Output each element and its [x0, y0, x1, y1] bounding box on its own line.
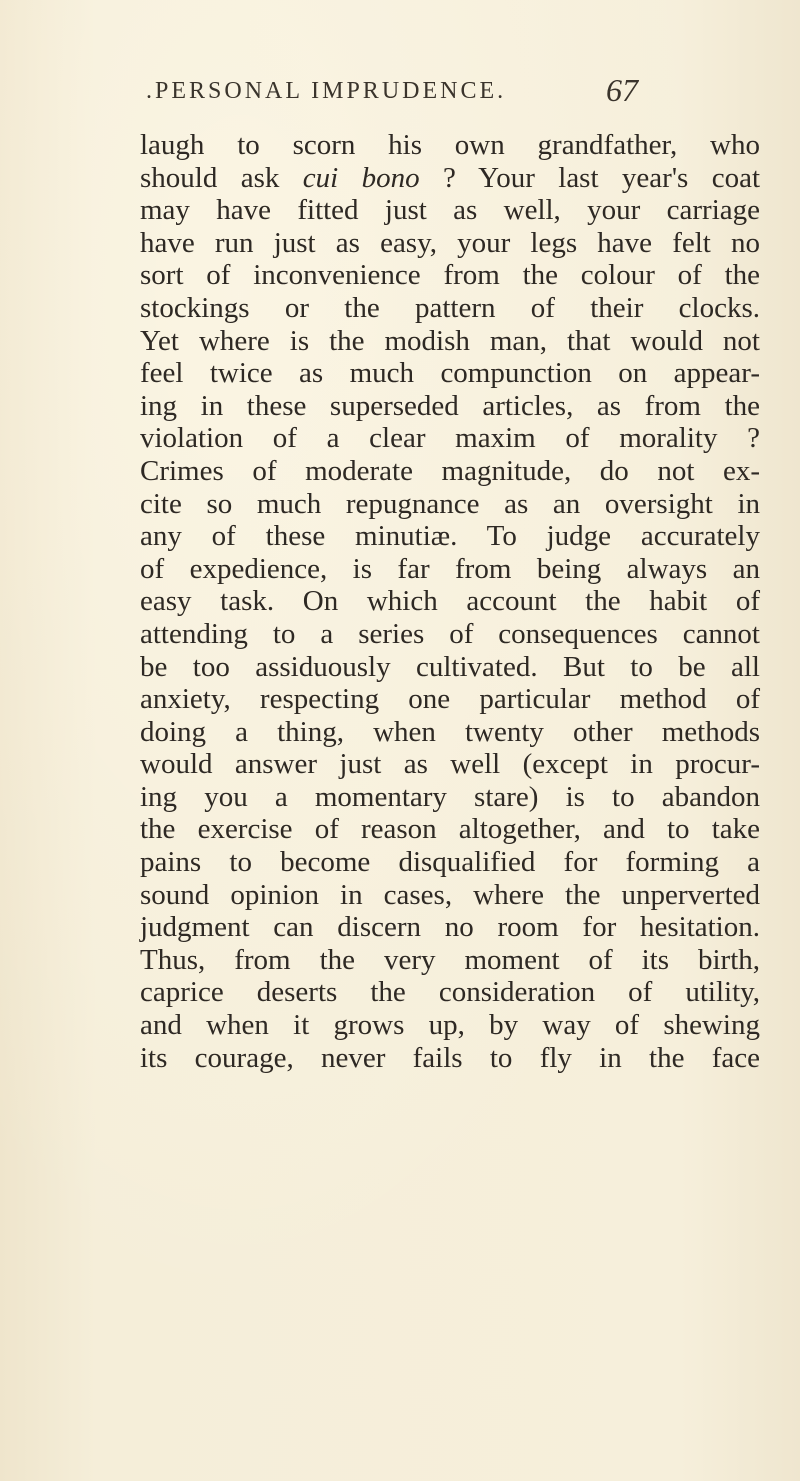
text-line: Yet where is the modish man, that would not — [140, 324, 760, 357]
text-line: sort of inconvenience from the colour of the — [140, 259, 760, 292]
text-line: caprice deserts the consideration of utility, — [140, 976, 760, 1009]
running-head: .PERSONAL IMPRUDENCE. — [146, 78, 507, 104]
text-line: doing a thing, when twenty other methods — [140, 715, 760, 748]
text-line: and when it grows up, by way of shewing — [140, 1009, 760, 1042]
text-line: laugh to scorn his own grandfather, who — [140, 129, 760, 161]
text-line: judgment can discern no room for hesitation. — [140, 911, 760, 944]
body-text — [140, 129, 760, 1074]
text-line: be too assiduously cultivated. But to be all — [140, 650, 760, 683]
text-line: its courage, never fails to fly in the face — [140, 1041, 760, 1074]
page-header — [0, 74, 800, 114]
text-line: may have fitted just as well, your carriage — [140, 194, 760, 227]
text-line: would answer just as well (except in procur- — [140, 748, 760, 781]
text-line: sound opinion in cases, where the unperverted — [140, 878, 760, 911]
text-line: the exercise of reason altogether, and to take — [140, 813, 760, 846]
text-line: pains to become disqualified for forming a — [140, 846, 760, 879]
text-line: attending to a series of consequences cannot — [140, 617, 760, 650]
text-line: of expedience, is far from being always an — [140, 552, 760, 585]
text-line: cite so much repugnance as an oversight in — [140, 487, 760, 520]
text-line: ing in these superseded articles, as from the — [140, 389, 760, 422]
text-line: should ask cui bono ? Your last year's coat — [140, 161, 761, 194]
text-line: Thus, from the very moment of its birth, — [140, 943, 760, 976]
text-line: violation of a clear maxim of morality ? — [140, 422, 760, 455]
latin-phrase: cui bono — [302, 161, 420, 194]
text-line: ing you a momentary stare) is to abandon — [140, 780, 760, 813]
text-line: stockings or the pattern of their clocks. — [140, 291, 760, 324]
text-line: anxiety, respecting one particular method of — [140, 683, 760, 716]
page-number: 67 — [606, 72, 638, 108]
text-line: Crimes of moderate magnitude, do not ex- — [140, 454, 760, 487]
text-line: easy task. On which account the habit of — [140, 585, 760, 618]
text-line: have run just as easy, your legs have felt no — [140, 226, 760, 259]
text-line: feel twice as much compunction on appear- — [140, 357, 760, 390]
text-line: any of these minutiæ. To judge accurately — [140, 520, 760, 553]
